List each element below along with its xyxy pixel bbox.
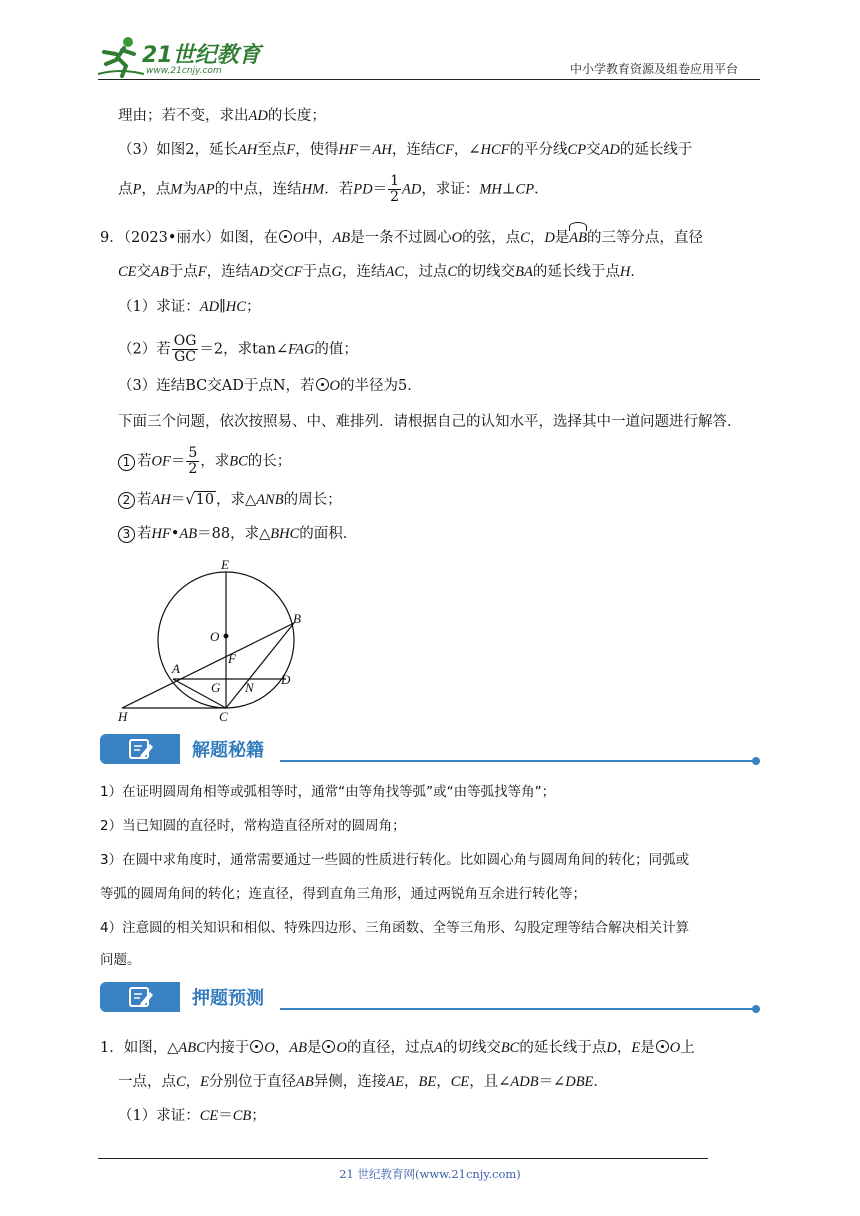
tips-title: 解题秘籍 [192,740,264,761]
tip-4a: 4）注意圆的相关知识和相似、特殊四边形、三角函数、全等三角形、勾股定理等结合解决相关计算 [100,920,690,936]
q9-line2: CE交AB于点F，连结AD交CF于点G，连结AC，过点C的切线交BA的延长线于点H． [118,264,645,280]
tip-3b: 等弧的圆周角间的转化；连直径，得到直角三角形，通过两锐角互余进行转化等； [100,886,586,902]
q9-part2: （2）若 $\frac{OG}{GC}$ ＝2，求tan∠FAG的值； [118,333,358,365]
logo-text: 21世纪教育 [142,43,261,68]
fraction-half: $\frac{1}{2}$ [390,173,399,205]
predict-banner [100,980,760,1014]
predict-title: 押题预测 [192,988,264,1009]
circled-number-3: 3 [118,526,135,543]
label-A: A [172,661,180,676]
p1-line1: 1．如图，△ABC内接于 O，AB是 O的直径，过点A的切线交BC的延长线于点D，E是 O上 [100,1040,695,1056]
label-D: D [281,672,291,687]
header-platform-text: 中小学教育资源及组卷应用平台 [570,62,739,76]
tip-1: 1）在证明圆周角相等或弧相等时，通常“由等角找等弧”或“由等弧找等角”； [100,784,556,800]
q8-part3-line1: （3）如图2，延长AH至点F，使得HF＝AH，连结CF，∠HCF的平分线CP交AD的延长线于 [118,142,693,158]
q9-part3: （3）连结BC交AD于点N，若 O的半径为5． [118,378,422,394]
footer-rule [98,1158,708,1159]
logo-url: www.21cnjy.com [146,66,222,76]
banner-rule [280,1008,754,1010]
label-B: B [293,611,301,626]
arc-ab: AB [569,226,587,248]
label-H: H [118,709,128,724]
tip-4b: 问题。 [100,952,141,968]
header-rule [98,79,760,80]
circle-dot-symbol [279,230,292,243]
q8-line1: 理由；若不变，求出AD的长度； [118,108,326,124]
fraction-5-2: $\frac{5}{2}$ [188,445,198,477]
p1-line2: 一点，点C，E分别位于直径AB异侧，连接AE，BE，CE，且∠ADB＝∠DBE． [118,1074,608,1090]
label-E: E [221,557,229,572]
geometry-figure [110,555,320,725]
q8-part3-line2: 点P，点M为AP的中点，连结HM．若PD＝ $\frac{1}{2}$ AD，求证：MH⊥CP． [118,173,549,205]
tips-banner [100,732,760,766]
tip-3a: 3）在圆中求角度时，通常需要通过一些圆的性质进行转化。比如圆心角与圆周角间的转化；同弧或 [100,852,690,868]
q9-option1: 1 若OF＝ $\frac{5}{2}$ ，求BC的长； [118,446,291,477]
banner-dot [752,757,760,765]
edit-note-icon [100,734,180,764]
runner-icon [96,34,146,78]
label-F: F [228,651,236,666]
p1-part1: （1）求证：CE＝CB； [118,1108,266,1124]
circled-number-1: 1 [118,454,135,471]
q9-part3-instruction: 下面三个问题，依次按照易、中、难排列．请根据自己的认知水平，选择其中一道问题进行解答． [118,414,742,430]
fraction-og-gc: $\frac{OG}{GC}$ [173,333,197,365]
q9-option2: 2 若AH＝√10 ，求△ANB的周长； [118,490,342,510]
center-point [224,634,229,639]
circle-dot-symbol [316,378,329,391]
banner-dot [752,1005,760,1013]
footer-text: 21 世纪教育网(www.21cnjy.com) [339,1167,521,1181]
tip-2: 2）当已知圆的直径时，常构造直径所对的圆周角； [100,818,406,834]
label-C: C [219,709,228,724]
q9-line1: 9．（2023•丽水）如图，在 O中，AB是一条不过圆心O的弦，点C，D是AB的三等分点，直径 [100,226,703,248]
banner-rule [280,760,754,762]
circle-dot-symbol [322,1040,335,1053]
q9-option3: 3 若HF•AB＝88，求△BHC的面积． [118,524,357,544]
label-N: N [245,680,254,695]
edit-note-icon [100,982,180,1012]
q9-part1: （1）求证：AD∥HC； [118,299,261,315]
label-O: O [210,629,220,644]
circle-dot-symbol [656,1040,669,1053]
circled-number-2: 2 [118,492,135,509]
label-G: G [211,680,221,695]
site-logo [96,34,266,80]
circle-dot-symbol [250,1040,263,1053]
